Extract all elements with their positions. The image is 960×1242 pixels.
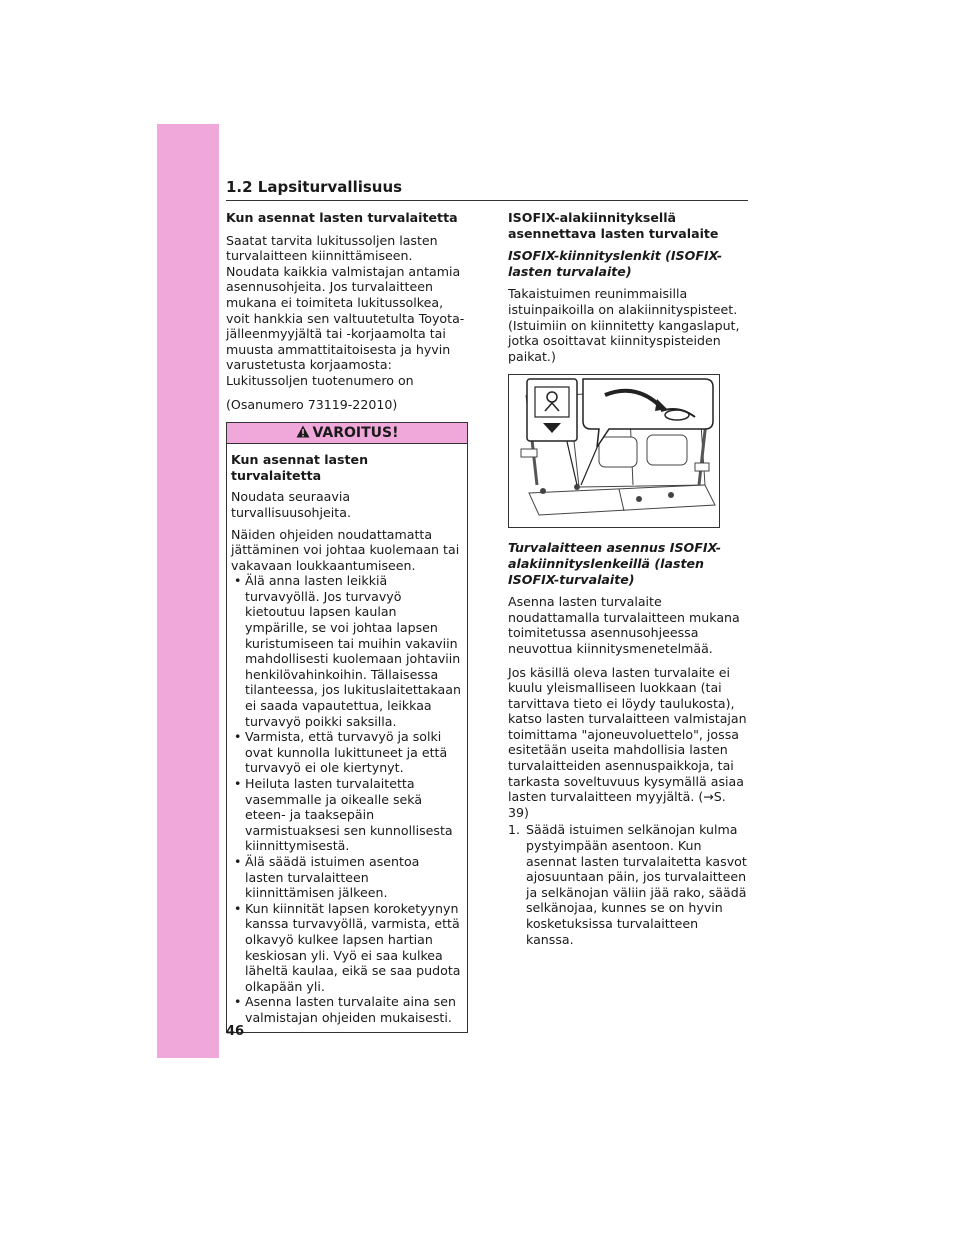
left-heading: Kun asennat lasten turvalaitetta — [226, 210, 458, 225]
list-item: • Asenna lasten turvalaite aina sen valmistajan ohjeiden mukaisesti. — [234, 994, 456, 1025]
list-item: • Heiluta lasten turvalaitetta vasemmalle ja oikealle sekä eteen- ja taaksepäin varmistuaksesi sen kunnollisesta kiinnittymisestä. — [234, 776, 453, 854]
list-item: • Älä säädä istuimen asentoa lasten turvalaitteen kiinnittämisen jälkeen. — [234, 853, 420, 901]
header-divider — [226, 200, 748, 201]
warning-bullet-list — [231, 573, 461, 1025]
right-paragraph-2: Asenna lasten turvalaite noudattamalla turvalaitteen mukana toimitetussa asennusohjeessa neuvottua kiinnitysmenetelmää. — [508, 594, 740, 656]
right-subheading-2: Turvalaitteen asennus ISOFIX-alakiinnityslenkeillä (lasten ISOFIX-turvalaite) — [508, 540, 721, 587]
list-item: • Kun kiinnität lapsen koroketyynyn kanssa turvavyöllä, varmista, että olkavyö kulkee lapsen hartian keskiosan yli. Vyö ei saa kulkea läheltä kaulaa, eikä se saa pudota olkapään yli. — [234, 900, 461, 994]
section-title: 1.2 Lapsiturvallisuus — [226, 178, 403, 196]
left-paragraph-1: Saatat tarvita lukitussoljen lasten turvalaitteen kiinnittämiseen. Noudata kaikkia valmistajan antamia asennusohjeita. Jos turvalaitteen mukana ei toimiteta lukitussolkea, voit hankkia sen valtuutetulta Toyota-jälleenmyyjältä tai -korjaamolta tai muusta ammattitaitoisesta ja hyvin varustetusta korjaamosta: Lukitussoljen tuotenumero on — [226, 232, 465, 388]
warning-icon — [296, 424, 310, 444]
list-item: • Varmista, että turvavyö ja solki ovat kunnolla lukittuneet ja että turvavyö ei ole kiertynyt. — [234, 729, 448, 776]
right-paragraph-3: Jos käsillä oleva lasten turvalaite ei kuulu yleismalliseen luokkaan (tai tarvittava tieto ei löydy taulukosta), katso lasten turvalaitteen valmistajan toimittama "ajoneuvoluettelo", jossa esitetään useita mahdollisia lasten turvalaitteiden asennuspaikkoja, tai tarkasta soveltuvuus kysymällä asiaa lasten turvalaitteen myyjältä. (→S. 39) — [508, 664, 747, 820]
left-paragraph-2: (Osanumero 73119-22010) — [226, 396, 398, 412]
warning-title: Kun asennat lasten turvalaitetta — [231, 452, 369, 483]
warning-body — [227, 444, 467, 1031]
rear-seat-illustration — [509, 375, 719, 527]
right-paragraph-1: Takaistuimen reunimmaisilla istuinpaikoilla on alakiinnityspisteet. (Istuimiin on kiinnitetty kangaslaput, jotka osoittavat kiinnityspisteiden paikat.) — [508, 286, 740, 364]
right-column — [508, 210, 748, 947]
right-subheading-1: ISOFIX-kiinnityslenkit (ISOFIX- lasten turvalaite) — [508, 248, 723, 279]
left-column — [226, 210, 468, 1033]
page-number: 46 — [226, 1024, 245, 1039]
warning-line-1: Noudata seuraavia turvallisuusohjeita. — [231, 489, 351, 520]
page-side-strip — [157, 124, 219, 1058]
right-heading: ISOFIX-alakiinnityksellä asennettava lasten turvalaite — [508, 210, 719, 241]
step-item: 1. Säädä istuimen selkänojan kulma pystyimpään asentoon. Kun asennat lasten turvalaitetta kasvot ajosuuntaan päin, jos turvalaitteen ja selkänojan väliin jää rako, säädä selkänojaa, kunnes se on hyvin kosketuksissa turvalaitteen kanssa. — [508, 822, 747, 947]
warning-label: VAROITUS! — [312, 425, 399, 442]
warning-box — [226, 422, 468, 1032]
steps-list — [508, 822, 748, 947]
warning-line-2: Näiden ohjeiden noudattamatta jättäminen voi johtaa kuolemaan tai vakavaan loukkaantumiseen. — [231, 526, 460, 573]
isofix-illustration — [508, 374, 720, 528]
warning-header — [227, 423, 467, 444]
list-item: • Älä anna lasten leikkiä turvavyöllä. Jos turvavyö kietoutuu lapsen kaulan ympärille, se voi johtaa lapsen kuristumiseen tai muihin vakaviin mahdollisesti kuolemaan johtaviin henkilövahinkoihin. Tällaisessa tilanteessa, jos lukituslaitettakaan ei saada vapautettua, leikkaa turvavyö poikki saksilla. — [234, 573, 461, 729]
